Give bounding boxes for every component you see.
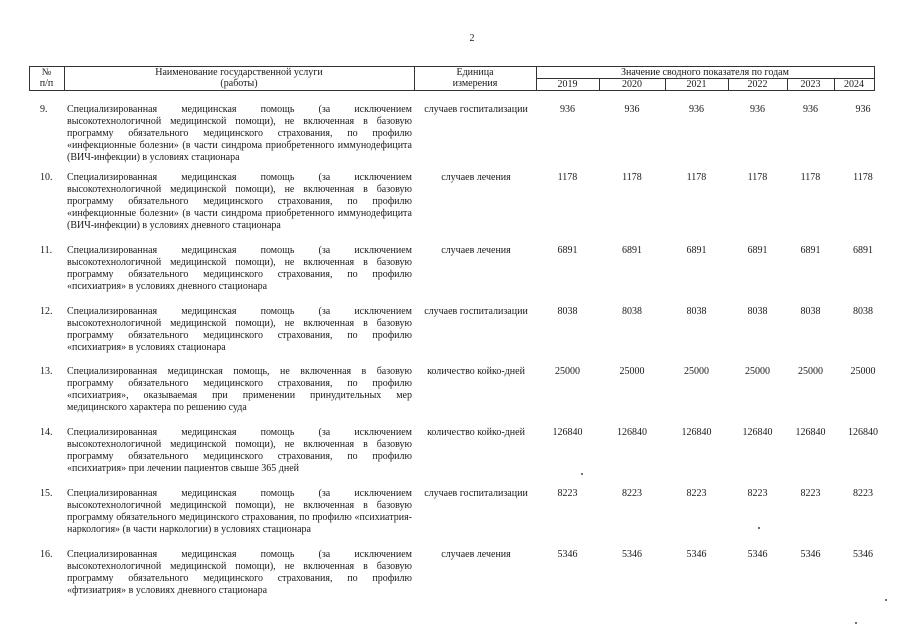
value-2023: 8223	[800, 488, 821, 499]
value-2023: 5346	[800, 549, 821, 560]
value-2019: 936	[560, 104, 575, 115]
value-2024: 5346	[853, 549, 873, 560]
header-service-name: Наименование государственной услуги (работы)	[155, 67, 323, 89]
header-year-2019: 2019	[557, 79, 578, 90]
value-2022: 25000	[745, 366, 770, 377]
service-description: Специализированная медицинская помощь (за исключением высокотехнологичной медицинской помощи), не включенная в базовую программу обязательного медицинского страхования, по профилю «психиатрия» при лечении пациентов свыше 365 дней	[67, 427, 412, 475]
value-2021: 126840	[681, 427, 712, 438]
value-2021: 936	[689, 104, 704, 115]
value-2020: 936	[624, 104, 640, 115]
service-description: Специализированная медицинская помощь (за исключением высокотехнологичной медицинской помощи), не включенная в базовую программу обязательного медицинского страхования, по профилю «психиатрия» в условиях дневного стационара	[67, 245, 412, 293]
value-2022: 126840	[742, 427, 773, 438]
service-description: Специализированная медицинская помощь (за исключением высокотехнологичной медицинской помощи), не включенная в базовую программу обязательного медицинского страхования, по профилю «фтизиатрия» в условиях дневного стационара	[67, 549, 412, 597]
value-2023: 25000	[798, 366, 823, 377]
scan-speck	[758, 527, 760, 529]
page-number: 2	[469, 33, 475, 44]
value-2021: 1178	[686, 172, 707, 183]
value-2022: 6891	[747, 245, 768, 256]
value-2023: 1178	[800, 172, 821, 183]
value-2021: 25000	[684, 366, 709, 377]
value-2019: 8223	[557, 488, 578, 499]
unit-of-measure: случаев лечения	[441, 245, 511, 256]
value-2019: 1178	[557, 172, 578, 183]
value-2019: 6891	[557, 245, 578, 256]
value-2024: 936	[855, 104, 871, 115]
unit-of-measure: случаев госпитализации	[424, 306, 528, 317]
value-2021: 8038	[686, 306, 707, 317]
service-description: Специализированная медицинская помощь (за исключением высокотехнологичной медицинской помощи), не включенная в базовую программу обязательного медицинского страхования, по профилю «инфекционные болезни» (в части синдрома приобретенного иммунодефицита (ВИЧ-инфекции) в условиях дневного стационара	[67, 172, 412, 232]
row-number: 16.	[40, 549, 53, 560]
row-number: 14.	[40, 427, 53, 438]
value-2020: 8038	[622, 306, 642, 317]
value-2024: 8038	[853, 306, 873, 317]
value-2024: 126840	[848, 427, 878, 438]
header-year-2024: 2024	[844, 79, 864, 90]
service-description: Специализированная медицинская помощь (за исключением высокотехнологичной медицинской помощи), не включенная в базовую программу обязательного медицинского страхования, по профилю «инфекционные болезни» (в части синдрома приобретенного иммунодефицита (ВИЧ-инфекции) в условиях стационара	[67, 104, 412, 164]
service-description: Специализированная медицинская помощь, не включенная в базовую программу обязательного медицинского страхования, по профилю «психиатрия», оказываемая при применении принудительных мер медицинского характера по решению суда	[67, 366, 412, 414]
value-2020: 25000	[619, 366, 645, 377]
row-number: 15.	[40, 488, 53, 499]
value-2023: 8038	[800, 306, 821, 317]
value-2020: 8223	[622, 488, 642, 499]
value-2019: 126840	[552, 427, 583, 438]
scan-speck	[885, 599, 887, 601]
value-2022: 8223	[747, 488, 768, 499]
value-2023: 126840	[795, 427, 826, 438]
value-2023: 936	[803, 104, 818, 115]
unit-of-measure: количество койко-дней	[427, 427, 525, 438]
row-number: 11.	[40, 245, 53, 256]
value-2020: 5346	[622, 549, 642, 560]
value-2022: 5346	[747, 549, 768, 560]
value-2021: 5346	[686, 549, 707, 560]
header-unit: Единица измерения	[452, 67, 498, 89]
value-2024: 1178	[853, 172, 873, 183]
value-2024: 25000	[850, 366, 876, 377]
service-description: Специализированная медицинская помощь (за исключением высокотехнологичной медицинской помощи), не включенная в базовую программу обязательного медицинского страхования, по профилю «психиатрия-наркология» (в части наркологии) в условиях стационара	[67, 488, 412, 536]
unit-of-measure: случаев лечения	[441, 172, 511, 183]
unit-of-measure: случаев госпитализации	[424, 488, 528, 499]
unit-of-measure: случаев госпитализации	[424, 104, 528, 115]
value-2021: 6891	[686, 245, 707, 256]
value-2024: 6891	[853, 245, 873, 256]
scan-speck	[855, 622, 857, 624]
row-number: 12.	[40, 306, 53, 317]
value-2020: 1178	[622, 172, 642, 183]
row-number: 13.	[40, 366, 53, 377]
header-year-2022: 2022	[747, 79, 768, 90]
header-num: № п/п	[39, 67, 54, 89]
value-2020: 6891	[622, 245, 642, 256]
scan-speck	[581, 473, 583, 475]
value-2023: 6891	[800, 245, 821, 256]
value-2021: 8223	[686, 488, 707, 499]
row-number: 9.	[40, 104, 48, 115]
value-2022: 936	[750, 104, 765, 115]
value-2019: 25000	[555, 366, 580, 377]
header-year-2020: 2020	[622, 79, 642, 90]
value-2020: 126840	[617, 427, 647, 438]
service-description: Специализированная медицинская помощь (за исключением высокотехнологичной медицинской помощи), не включенная в базовую программу обязательного медицинского страхования, по профилю «психиатрия» в условиях стационара	[67, 306, 412, 354]
unit-of-measure: случаев лечения	[441, 549, 511, 560]
value-2019: 5346	[557, 549, 578, 560]
row-number: 10.	[40, 172, 53, 183]
header-year-2023: 2023	[800, 79, 821, 90]
value-2022: 1178	[747, 172, 768, 183]
value-2024: 8223	[853, 488, 873, 499]
header-year-2021: 2021	[686, 79, 707, 90]
header-values-title: Значение сводного показателя по годам	[621, 67, 789, 78]
value-2022: 8038	[747, 306, 768, 317]
unit-of-measure: количество койко-дней	[427, 366, 525, 377]
value-2019: 8038	[557, 306, 578, 317]
